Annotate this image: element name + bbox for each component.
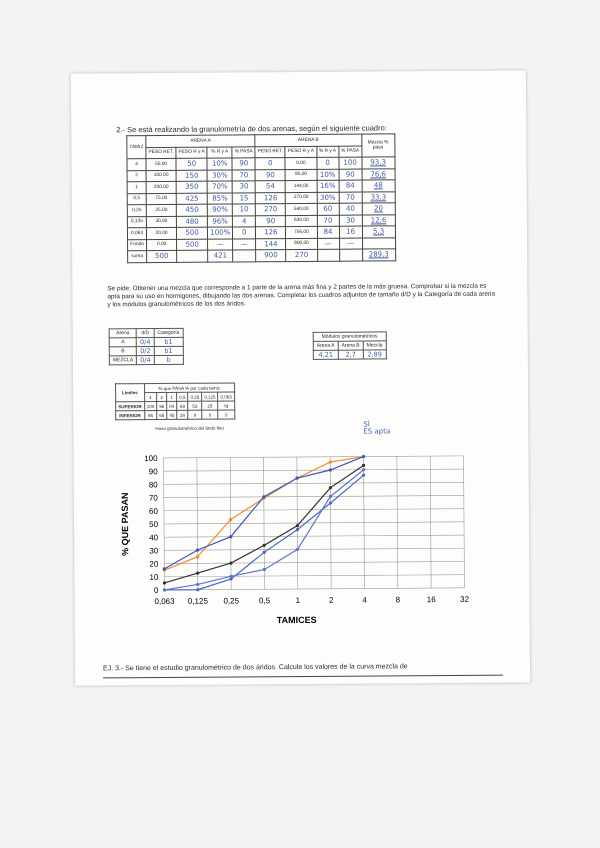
gridline (164, 482, 464, 484)
table-row (128, 249, 396, 262)
table-cell: — (208, 238, 233, 250)
table-cell: 0 (316, 157, 338, 169)
table-cell: 4 (233, 215, 256, 227)
data-point (229, 518, 232, 521)
table-cell: 54 (255, 181, 285, 193)
t3-header: Mezcla (363, 341, 386, 350)
y-tick-label: 20 (149, 559, 159, 569)
mezcla-header: Mezcla % pasa (361, 134, 394, 157)
limit-value: 96 (157, 401, 167, 410)
limit-value: 45 (167, 410, 177, 419)
gridline (164, 548, 464, 550)
table-cell: 0,063 (127, 228, 146, 240)
table-cell: 630,00 (286, 215, 317, 227)
gridline (164, 561, 464, 563)
limits-label: Límites (116, 384, 145, 402)
table-cell: 289,3 (362, 249, 395, 261)
category-table (109, 328, 184, 366)
table-cell: 500 (177, 227, 208, 239)
table-cell: 90 (339, 169, 362, 181)
data-point (295, 477, 298, 480)
table-cell: 2 (127, 170, 146, 182)
data-point (362, 468, 365, 471)
table-cell: 10% (207, 158, 232, 170)
limit-value: 53 (188, 401, 202, 410)
t2-header: Arena (109, 329, 136, 338)
data-point (329, 460, 332, 463)
table-cell: — (339, 238, 362, 250)
limit-value: 25 (202, 401, 218, 410)
x-tick-label: 2 (328, 595, 334, 605)
y-tick-label: 10 (149, 572, 159, 582)
table-cell: 60 (317, 203, 339, 215)
table-cell (177, 250, 208, 262)
table-cell: 350 (176, 181, 207, 193)
table-cell: 270 (256, 204, 286, 216)
table-cell: — (233, 238, 256, 250)
data-point (262, 495, 265, 498)
t2-cell: b (154, 355, 183, 364)
x-axis-label: TAMICES (276, 614, 317, 626)
y-axis-label: % QUE PASAN (119, 492, 131, 556)
y-tick-label: 60 (148, 506, 158, 516)
divider-line (103, 675, 503, 679)
table-cell: 12,6 (362, 214, 395, 226)
t2-header: d/D (136, 329, 154, 338)
data-point (163, 588, 166, 591)
data-point (263, 551, 266, 554)
table-cell: 90 (232, 158, 255, 170)
table-cell: 126 (256, 192, 286, 204)
t3-title: Módulos granulométricos (313, 332, 386, 342)
t2-header: Categoría (154, 328, 183, 337)
limit-value: 84 (167, 401, 177, 410)
sieve-size: 0,5 (177, 392, 188, 401)
table-cell: 0,125 (127, 216, 146, 228)
table-cell: 100 (339, 157, 362, 169)
limit-label: SUPERIOR (116, 402, 145, 411)
limit-value: 28 (177, 410, 188, 419)
table-cell: 93,3 (362, 157, 395, 169)
x-tick-label: 16 (426, 595, 436, 605)
t3-header: Arena A (313, 341, 338, 350)
gridline (164, 588, 464, 590)
x-tick-label: 0,063 (154, 596, 175, 607)
gridline (164, 535, 464, 537)
t2-cell: MEZCLA (109, 356, 136, 365)
y-tick-label: 50 (149, 519, 159, 530)
data-point (296, 524, 299, 527)
table-cell: 10% (317, 169, 339, 181)
data-point (362, 464, 365, 467)
data-point (196, 555, 199, 558)
col-pct-pasa: % PASA (338, 146, 361, 158)
table-cell: 75,00 (146, 193, 176, 205)
sieve-size: 4 (144, 393, 157, 402)
arena-a-header: ARENA A (146, 135, 255, 147)
t2-cell: b1 (154, 337, 183, 346)
table-cell: 96% (208, 215, 233, 227)
modulus-table (313, 331, 387, 360)
table-cell: 20,00 (146, 227, 176, 239)
y-tick-label: 70 (148, 493, 158, 503)
limit-row (116, 410, 235, 420)
note-line: ES apta (363, 427, 391, 436)
table-cell: 0 (233, 227, 256, 239)
limit-value: 0 (202, 410, 218, 419)
x-tick-label: 0,125 (187, 596, 208, 606)
table-cell: 0,00 (285, 157, 316, 169)
col-peso-ret: PESO RET. (255, 146, 285, 158)
table-cell: 30 (232, 181, 255, 193)
table-cell: 70 (339, 192, 362, 204)
data-point (196, 583, 199, 586)
table-cell: 90 (255, 169, 285, 181)
table-cell (317, 249, 339, 261)
limit-value: 65 (157, 410, 167, 419)
table-cell: 90 (256, 215, 286, 227)
gridline (164, 509, 464, 511)
table-cell: 144 (256, 238, 286, 250)
table-cell: 85% (207, 192, 232, 204)
col-peso-ret: PESO RET. (146, 147, 176, 159)
table-cell: 70 (317, 215, 339, 227)
limits-title: % que PASA % por cada tamiz (144, 383, 234, 393)
exercise-heading: 2.- Se está realizando la granulometría de dos arenas, según el siguiente cuadro: (116, 123, 387, 135)
data-point (229, 535, 232, 538)
granulometry-table (126, 133, 396, 262)
note-line: SÍ (363, 420, 370, 429)
y-tick-label: 30 (149, 546, 159, 556)
limit-value: 69 (177, 401, 188, 410)
table-cell: 84 (317, 226, 339, 238)
col-tamiz: TAMIZ (127, 136, 146, 159)
table-cell: 76,6 (362, 168, 395, 180)
table-cell: 0,00 (147, 239, 177, 251)
t3-value: 2,89 (363, 350, 386, 359)
table-cell: 30,00 (146, 216, 176, 228)
table-cell: 425 (176, 193, 207, 205)
data-point (296, 548, 299, 551)
table-cell: 100% (208, 227, 233, 239)
data-point (329, 501, 332, 504)
table-cell: Fondo (128, 239, 147, 251)
t2-cell: 0/2 (137, 347, 155, 356)
t2-cell: A (109, 338, 136, 347)
sieve-size: 0,125 (202, 392, 218, 401)
table-cell: 1 (127, 182, 146, 194)
table-cell: 20 (362, 203, 395, 215)
data-point (362, 473, 365, 476)
table-cell: 16 (339, 226, 362, 238)
col-pct-ra: % R y A (207, 146, 232, 158)
table-cell (362, 237, 395, 249)
table-cell: 900,00 (286, 238, 317, 250)
gridline (164, 456, 464, 458)
granulometry-chart (101, 446, 502, 661)
gridline (164, 495, 464, 497)
table-cell: 0,5 (127, 193, 146, 205)
table-cell: 540,00 (286, 203, 317, 215)
table-cell: 126 (256, 227, 286, 239)
x-tick-label: 32 (460, 594, 470, 604)
table-cell: 50,00 (146, 158, 176, 170)
table-cell: 33,3 (362, 191, 395, 203)
table-cell: 30 (339, 215, 362, 227)
gridline (164, 575, 464, 577)
limit-value: fd (218, 401, 234, 410)
t3-value: 2,7 (338, 350, 363, 359)
x-tick-label: 0,25 (223, 596, 240, 606)
table-cell: 4 (127, 159, 146, 171)
limit-value: 86 (144, 411, 157, 420)
data-point (263, 544, 266, 547)
data-point (163, 567, 166, 570)
t3-header: Arena B (338, 341, 363, 350)
table-cell: 10 (233, 204, 256, 216)
instructions-paragraph: Se pide: Obtener una mezcla que corresponde a 1 parte de la arena más fina y 2 partes de la más gruesa. Comprobar si la mezcla es apta para su uso en hormigones, dibujando las dos arenas. Completar los cuadros adjuntos de tamaño d/D y la Categoría de cada arena y los módulos granulométricos de los dos áridos. (107, 282, 496, 309)
table-cell: 15 (232, 192, 255, 204)
sieve-size: 2 (157, 392, 167, 401)
table-cell: 30% (317, 192, 339, 204)
x-tick-label: 0,5 (258, 596, 271, 606)
y-tick-label: 0 (153, 585, 159, 596)
data-point (329, 486, 332, 489)
limits-caption: Huso granulométrico del árido fino (155, 425, 224, 432)
table-cell: 50 (176, 158, 207, 170)
x-tick-label: 1 (295, 596, 301, 606)
table-cell: 200,00 (146, 181, 176, 193)
limit-value: 8 (188, 410, 202, 419)
col-peso-ra: PESO R y A (176, 147, 207, 159)
handwritten-note (363, 421, 390, 435)
table-cell: 25,00 (146, 204, 176, 216)
y-tick-label: 40 (149, 533, 159, 543)
data-point (263, 568, 266, 571)
t3-value: 4,21 (313, 350, 338, 359)
table-cell: 450 (176, 204, 207, 216)
table-cell: 100,00 (146, 170, 176, 182)
col-pct-ra: % R y A (316, 146, 338, 158)
table-cell: 48 (362, 180, 395, 192)
table-cell: suma (128, 251, 147, 263)
y-tick-label: 90 (148, 467, 158, 477)
table-cell: 5,3 (362, 226, 395, 238)
next-exercise: EJ. 3.- Se tiene el estudio granulométrico de dos áridos. Calcule los valores de la curva mezcla de (103, 663, 408, 673)
table-cell: 500 (147, 250, 177, 262)
x-tick-label: 8 (395, 595, 401, 605)
sieve-size: 0,063 (218, 392, 234, 401)
limit-label: INFERIOR (116, 411, 145, 420)
table-cell: 84 (339, 180, 362, 192)
table-cell: 144,00 (285, 180, 316, 192)
table-cell: 70% (207, 181, 232, 193)
t2-cell: 0/4 (136, 338, 154, 347)
table-cell: 500 (177, 239, 208, 251)
table-cell (233, 250, 256, 262)
table-cell: 16% (317, 180, 339, 192)
table-cell: 900 (256, 250, 286, 262)
data-point (196, 549, 199, 552)
table-cell: 70 (232, 169, 255, 181)
x-tick-label: 4 (362, 595, 367, 605)
data-point (329, 495, 332, 498)
table-cell: 480 (176, 216, 207, 228)
limits-table (115, 382, 235, 420)
col-peso-ra: PESO R y A (285, 146, 316, 158)
table-cell: 0 (255, 158, 285, 170)
table-cell: 90% (208, 204, 233, 216)
data-point (296, 528, 299, 531)
data-point (329, 468, 332, 471)
arena-b-header: ARENA B (255, 134, 361, 146)
table-cell: 150 (176, 170, 207, 182)
data-point (196, 571, 199, 574)
col-pct-pasa: % PASA (232, 146, 255, 158)
table-cell (339, 249, 362, 261)
table-cell: 30% (207, 169, 232, 181)
limit-value: 100 (144, 402, 157, 411)
table-cell: 270 (286, 249, 317, 261)
y-tick-label: 100 (144, 453, 158, 464)
table-cell: 756,00 (286, 226, 317, 238)
t2-cell: b1 (154, 346, 183, 355)
data-point (362, 455, 365, 458)
sieve-size: 0,25 (188, 392, 202, 401)
data-point (163, 581, 166, 584)
t2-cell: 0/4 (137, 356, 155, 365)
table-cell: 40 (339, 203, 362, 215)
table-cell: 421 (208, 250, 233, 262)
table-cell: 90,00 (285, 169, 316, 181)
table-cell: 270,00 (286, 192, 317, 204)
data-point (196, 588, 199, 591)
document-sheet (71, 70, 530, 685)
table-cell: — (317, 238, 339, 250)
sieve-size: 1 (167, 392, 177, 401)
table-cell: 0,25 (127, 205, 146, 217)
data-point (229, 561, 232, 564)
data-point (229, 575, 232, 578)
t2-cell: B (109, 347, 136, 356)
y-tick-label: 80 (148, 480, 158, 490)
limit-value: 0 (218, 410, 234, 419)
